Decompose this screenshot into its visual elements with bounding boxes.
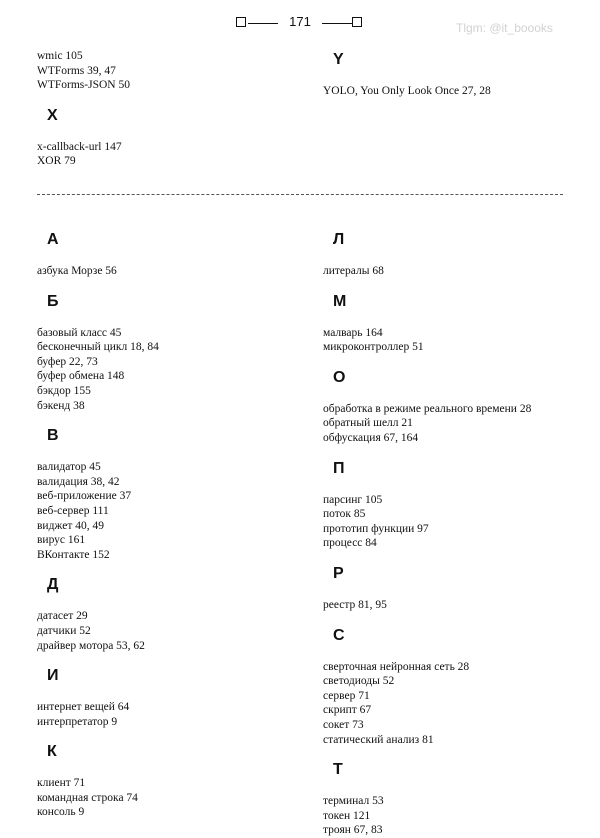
- index-group: [323, 759, 593, 838]
- index-group: [323, 563, 593, 613]
- index-entry: валидатор 45: [37, 461, 101, 474]
- index-entry: буфер обмена 148: [37, 370, 125, 383]
- left-ornament-square: [236, 17, 246, 27]
- index-letter-heading: О: [333, 368, 346, 386]
- index-entry: WTForms-JSON 50: [37, 79, 130, 92]
- index-entry: малварь 164: [323, 326, 383, 339]
- index-entry: датчики 52: [37, 624, 91, 637]
- index-entry: скрипт 67: [323, 704, 372, 717]
- section-separator: [37, 194, 563, 195]
- index-entry: бэкенд 38: [37, 399, 85, 412]
- index-letter-heading: В: [47, 427, 59, 445]
- index-entry: обработка в режиме реального времени 28: [323, 402, 532, 415]
- index-letter-heading: Т: [333, 761, 343, 779]
- index-group: [37, 229, 307, 279]
- left-ornament-line: [248, 23, 278, 24]
- index-entry: wmic 105: [37, 50, 83, 62]
- index-entry: азбука Морзе 56: [37, 265, 117, 277]
- index-entry: прототип функции 97: [323, 522, 429, 535]
- top-left-column: [37, 49, 307, 169]
- index-group: [37, 291, 307, 414]
- index-entry: WTForms 39, 47: [37, 64, 116, 77]
- index-entry: веб-приложение 37: [37, 490, 132, 503]
- index-group: [323, 291, 593, 355]
- index-entry: троян 67, 83: [323, 824, 383, 837]
- index-entry: бесконечный цикл 18, 84: [37, 341, 159, 354]
- index-entry: ВКонтакте 152: [37, 548, 110, 561]
- right-ornament-square: [352, 17, 362, 27]
- index-entry: токен 121: [323, 809, 371, 822]
- index-entry: XOR 79: [37, 155, 76, 168]
- index-entry: веб-сервер 111: [37, 504, 109, 517]
- index-letter-heading: Л: [333, 231, 345, 248]
- bottom-left-column: [37, 229, 307, 820]
- index-entry: бэкдор 155: [37, 384, 91, 397]
- index-group: [323, 458, 593, 551]
- index-letter-heading: Y: [333, 51, 344, 68]
- index-entry: вирус 161: [37, 534, 86, 547]
- index-entry: YOLO, You Only Look Once 27, 28: [323, 85, 491, 97]
- index-entry: обратный шелл 21: [323, 417, 413, 430]
- index-letter-heading: И: [47, 667, 59, 685]
- top-right-column: [323, 49, 593, 99]
- index-entry: поток 85: [323, 508, 366, 521]
- index-letter-heading: К: [47, 743, 57, 761]
- index-letter-heading: А: [47, 231, 59, 248]
- index-entry: терминал 53: [323, 795, 384, 808]
- index-entry: буфер 22, 73: [37, 355, 98, 368]
- index-entry: консоль 9: [37, 806, 85, 819]
- index-entry: интерпретатор 9: [37, 715, 118, 728]
- index-entry: драйвер мотора 53, 62: [37, 639, 145, 652]
- index-letter-heading: X: [47, 106, 58, 124]
- index-entry: литералы 68: [323, 265, 384, 277]
- index-group: [323, 367, 593, 446]
- index-entry: сверточная нейронная сеть 28: [323, 660, 470, 673]
- index-letter-heading: Р: [333, 564, 344, 582]
- index-entry: командная строка 74: [37, 791, 138, 804]
- right-ornament-line: [322, 23, 352, 24]
- index-entry: виджет 40, 49: [37, 519, 104, 532]
- index-entry: интернет вещей 64: [37, 701, 130, 714]
- index-group: [323, 625, 593, 748]
- index-entry: клиент 71: [37, 777, 86, 790]
- index-group: [37, 425, 307, 562]
- page-number: 171: [289, 14, 311, 29]
- index-entry: микроконтроллер 51: [323, 341, 424, 354]
- bottom-right-column: [323, 229, 593, 838]
- index-entry: сервер 71: [323, 689, 370, 702]
- index-group: [37, 665, 307, 729]
- index-group: [37, 574, 307, 653]
- index-letter-heading: Д: [47, 576, 59, 594]
- index-group: [323, 49, 593, 99]
- index-letter-heading: П: [333, 459, 345, 477]
- index-entry: валидация 38, 42: [37, 475, 120, 488]
- index-entry: процесс 84: [323, 537, 377, 550]
- index-letter-heading: М: [333, 292, 347, 310]
- index-group: [323, 229, 593, 279]
- watermark: Tlgm: @it_boooks: [456, 21, 553, 35]
- index-entry: сокет 73: [323, 718, 364, 731]
- index-group: [37, 105, 307, 169]
- index-entry: базовый класс 45: [37, 326, 122, 339]
- index-group: [37, 49, 307, 93]
- index-entry: светодиоды 52: [323, 675, 395, 688]
- index-entry: статический анализ 81: [323, 733, 434, 746]
- index-letter-heading: С: [333, 626, 345, 644]
- index-entry: датасет 29: [37, 610, 88, 623]
- index-entry: реестр 81, 95: [323, 598, 387, 611]
- index-entry: x-callback-url 147: [37, 140, 122, 153]
- index-group: [37, 741, 307, 820]
- index-letter-heading: Б: [47, 292, 59, 310]
- index-entry: парсинг 105: [323, 493, 383, 506]
- index-entry: обфускация 67, 164: [323, 431, 419, 444]
